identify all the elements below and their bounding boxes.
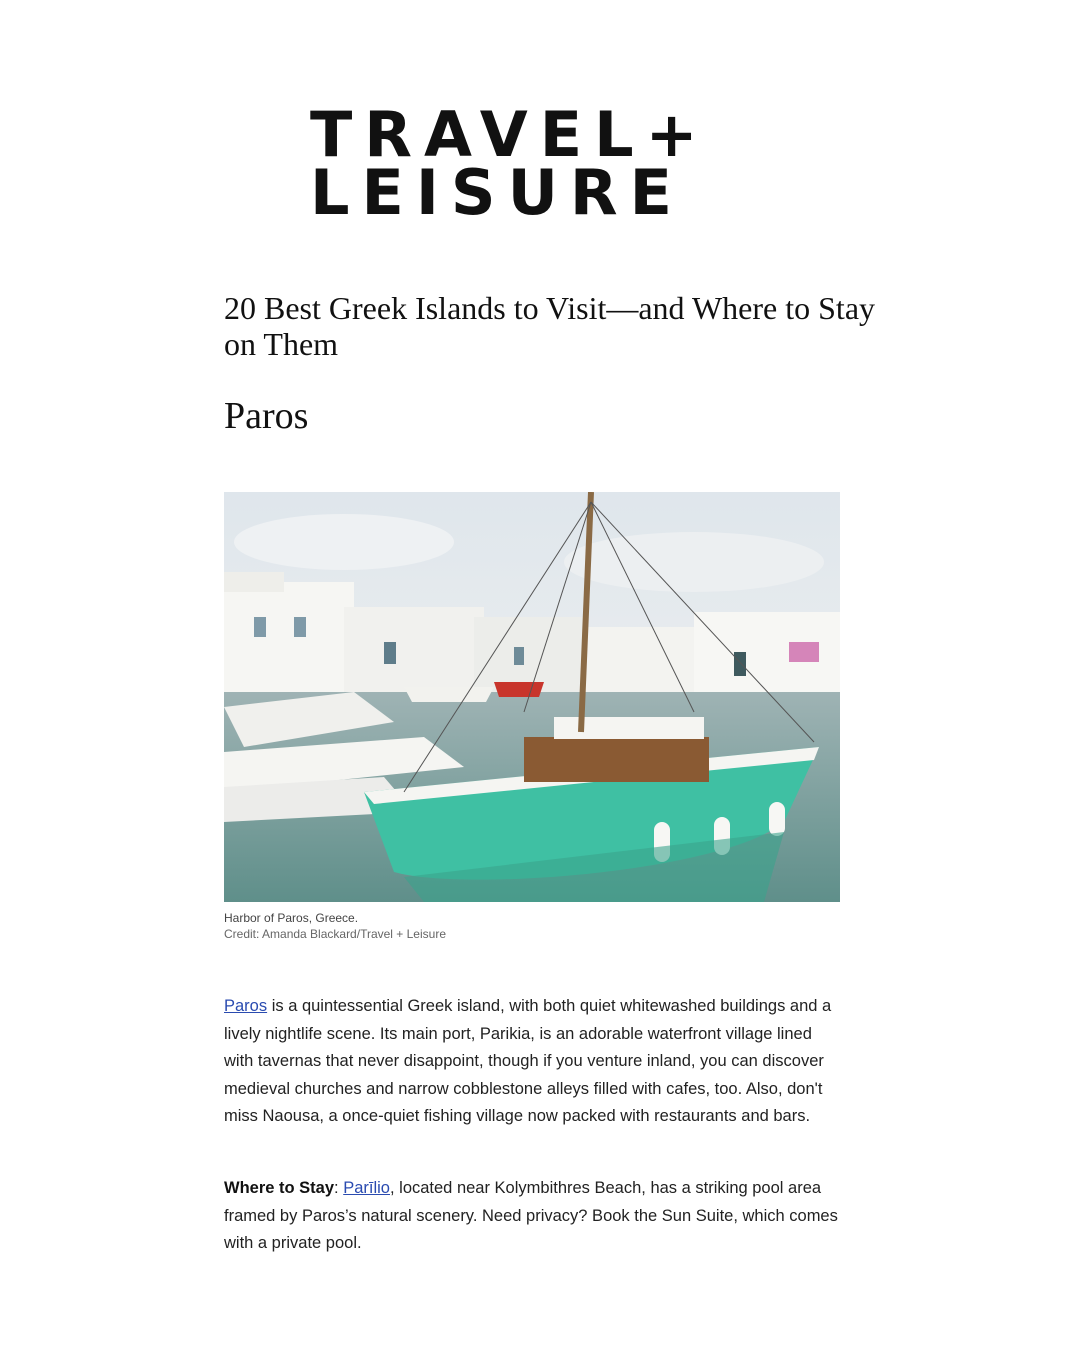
brand-logo[interactable] bbox=[310, 98, 770, 229]
caption-text: Harbor of Paros, Greece. bbox=[224, 911, 359, 925]
paragraph-intro-text: is a quintessential Greek island, with both quiet whitewashed buildings and a lively nightlife scene. Its main port, Parikia, is an adorable waterfront village lined with tavernas that never disappoint, though if you venture inland, you can discover medieval churches and narrow cobblestone alleys filled with cafes, too. Also, don't miss Naousa, a once-quiet fishing village now packed with restaurants and bars. bbox=[224, 997, 832, 1125]
harbor-photo bbox=[224, 492, 840, 902]
where-to-stay-label: Where to Stay bbox=[224, 1179, 335, 1197]
paros-link[interactable]: Paros bbox=[224, 997, 268, 1015]
label-separator: : bbox=[334, 1179, 344, 1197]
paragraph-where-to-stay bbox=[224, 1175, 844, 1258]
logo-line-2: LEISURE bbox=[310, 156, 685, 229]
paragraph-intro bbox=[224, 993, 844, 1131]
parilio-link[interactable]: Parīlio bbox=[343, 1179, 390, 1197]
section-title: Paros bbox=[224, 395, 309, 437]
logo-line-1: TRAVEL+ bbox=[310, 98, 710, 171]
article-headline: 20 Best Greek Islands to Visit—and Where to Stay on Them bbox=[224, 290, 876, 362]
photo-credit: Credit: Amanda Blackard/Travel + Leisure bbox=[224, 927, 446, 941]
paragraph-stay-text: , located near Kolymbithres Beach, has a striking pool area framed by Paros’s natural scenery. Need privacy? Book the Sun Suite, which comes with a private pool. bbox=[224, 1179, 838, 1252]
image-caption bbox=[224, 910, 840, 942]
